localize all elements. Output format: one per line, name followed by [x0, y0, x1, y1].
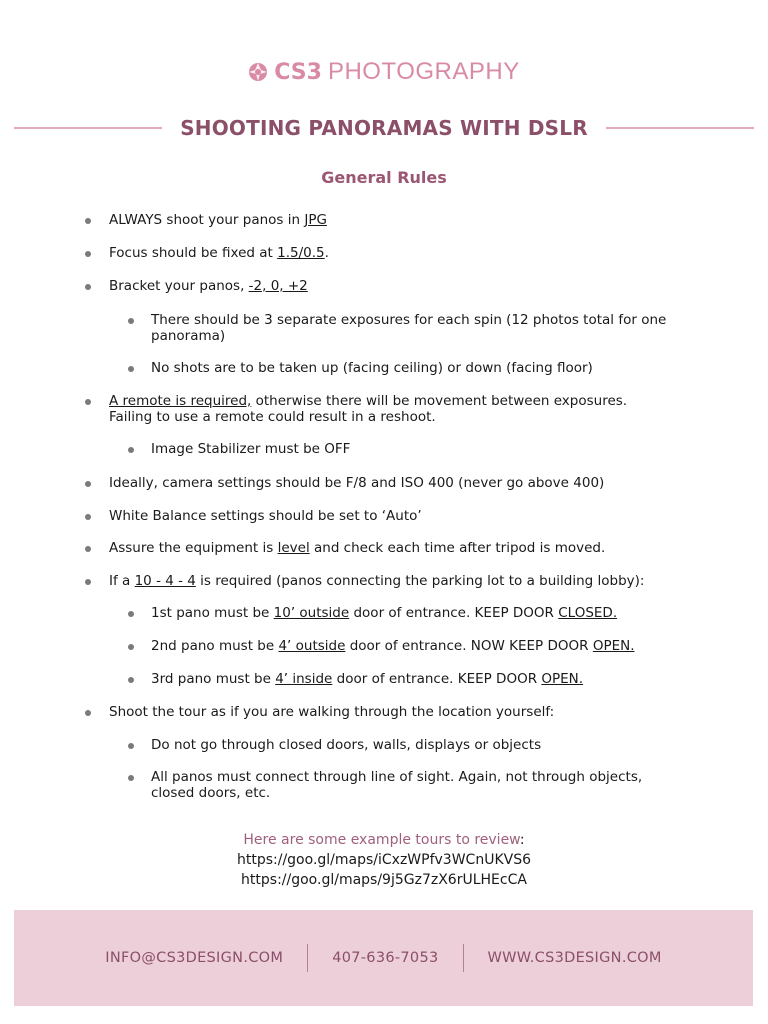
example-tour-link[interactable]: https://goo.gl/maps/iCxzWPfv3WCnUKVS6	[236, 852, 531, 868]
rule-text-segment: If a	[109, 573, 135, 589]
rule-text-segment: Focus should be fixed at	[109, 245, 278, 261]
rule-text-underlined: -2, 0, +2	[248, 278, 308, 294]
bullet-icon	[85, 710, 91, 716]
rule-text-underlined: level	[277, 540, 310, 556]
rule-text	[109, 704, 669, 720]
rule-text-segment: Bracket your panos,	[109, 278, 249, 294]
rule-text-underlined: A remote is required,	[109, 393, 252, 409]
footer-phone[interactable]: 407-636-7053	[332, 950, 439, 966]
contact-footer	[14, 910, 753, 1006]
rule-text-segment: 1st pano must be	[151, 605, 274, 621]
bullet-icon	[128, 677, 134, 683]
rule-text	[151, 605, 671, 621]
bullet-icon	[128, 644, 134, 650]
rule-text-underlined: 1.5/0.5	[277, 245, 325, 261]
rule-text	[151, 769, 671, 801]
bullet-icon	[128, 775, 134, 781]
title-row	[14, 116, 754, 140]
bullet-icon	[128, 611, 134, 617]
rule-text-segment: door of entrance. KEEP DOOR	[349, 605, 559, 621]
rule-text-segment: Ideally, camera settings should be F/8 and ISO 400 (never go above 400)	[109, 475, 605, 491]
rule-text-segment: is required (panos connecting the parking lot to a building lobby):	[195, 573, 645, 589]
bullet-icon	[85, 218, 91, 224]
example-tours	[0, 830, 768, 890]
example-tour-link[interactable]: https://goo.gl/maps/9j5Gz7zX6rULHEcCA	[241, 872, 527, 888]
rule-text-segment: Assure the equipment is	[109, 540, 278, 556]
rule-text	[151, 360, 671, 376]
bullet-icon	[85, 481, 91, 487]
example-tours-colon: :	[519, 832, 525, 848]
rule-text	[109, 245, 669, 261]
bullet-icon	[85, 399, 91, 405]
rule-text	[151, 441, 671, 457]
logo-lockup	[248, 58, 519, 86]
rule-text-segment: No shots are to be taken up (facing ceiling) or down (facing floor)	[151, 360, 593, 376]
bullet-icon	[85, 579, 91, 585]
bullet-icon	[85, 514, 91, 520]
section-heading: General Rules	[321, 168, 447, 187]
logo	[0, 58, 768, 86]
aperture-icon	[248, 62, 268, 82]
bullet-icon	[85, 546, 91, 552]
bullet-icon	[128, 447, 134, 453]
rule-text	[109, 393, 669, 425]
rule-text-segment: Image Stabilizer must be OFF	[151, 441, 351, 457]
page-title: SHOOTING PANORAMAS WITH DSLR	[180, 116, 588, 140]
title-rule-right	[606, 127, 754, 129]
rule-text-underlined: OPEN.	[541, 671, 584, 687]
rule-text	[151, 638, 671, 654]
rule-text	[109, 278, 669, 294]
example-tours-heading	[0, 830, 768, 850]
bullet-icon	[128, 743, 134, 749]
rule-text-segment: There should be 3 separate exposures for each spin (12 photos total for one panorama)	[151, 312, 667, 344]
rule-text	[109, 540, 669, 556]
rule-text	[109, 475, 669, 491]
bullet-icon	[128, 318, 134, 324]
rule-text-underlined: JPG	[304, 212, 327, 228]
rule-text-underlined: 10 - 4 - 4	[134, 573, 196, 589]
rule-text-underlined: 4’ outside	[278, 638, 346, 654]
footer-divider	[463, 944, 464, 972]
rule-text-segment: White Balance settings should be set to ‘Auto’	[109, 508, 422, 524]
bullet-icon	[128, 366, 134, 372]
rule-text-segment: .	[324, 245, 329, 261]
title-rule-left	[14, 127, 162, 129]
rule-text-segment: All panos must connect through line of sight. Again, not through objects, closed doors, etc.	[151, 769, 643, 801]
rule-text-segment: door of entrance. NOW KEEP DOOR	[345, 638, 593, 654]
rule-text-underlined: 4’ inside	[275, 671, 333, 687]
rule-text-segment: 2nd pano must be	[151, 638, 279, 654]
logo-wordmark: PHOTOGRAPHY	[327, 58, 520, 85]
rule-text	[151, 312, 671, 344]
rule-text	[109, 212, 669, 228]
footer-divider	[307, 944, 308, 972]
footer-email[interactable]: INFO@CS3DESIGN.COM	[105, 950, 284, 966]
rule-text	[151, 671, 671, 687]
rule-text-underlined: CLOSED.	[558, 605, 618, 621]
rule-text-segment: otherwise there will be movement between exposures. Failing to use a remote could result in a reshoot.	[109, 393, 628, 425]
rule-text-segment: 3rd pano must be	[151, 671, 276, 687]
footer-website[interactable]: WWW.CS3DESIGN.COM	[487, 950, 662, 966]
bullet-icon	[85, 284, 91, 290]
logo-brand: CS3	[274, 59, 322, 85]
rule-text-segment: and check each time after tripod is moved.	[309, 540, 606, 556]
example-tours-intro: Here are some example tours to review	[243, 832, 520, 848]
rule-text-underlined: OPEN.	[592, 638, 635, 654]
rule-text	[109, 573, 669, 589]
bullet-icon	[85, 251, 91, 257]
rule-text-segment: Shoot the tour as if you are walking through the location yourself:	[109, 704, 555, 720]
rule-text-segment: ALWAYS shoot your panos in	[109, 212, 305, 228]
rule-text-segment: door of entrance. KEEP DOOR	[332, 671, 542, 687]
rule-text-underlined: 10’ outside	[273, 605, 350, 621]
rule-text	[109, 508, 669, 524]
rule-text	[151, 737, 671, 753]
rule-text-segment: Do not go through closed doors, walls, displays or objects	[151, 737, 542, 753]
